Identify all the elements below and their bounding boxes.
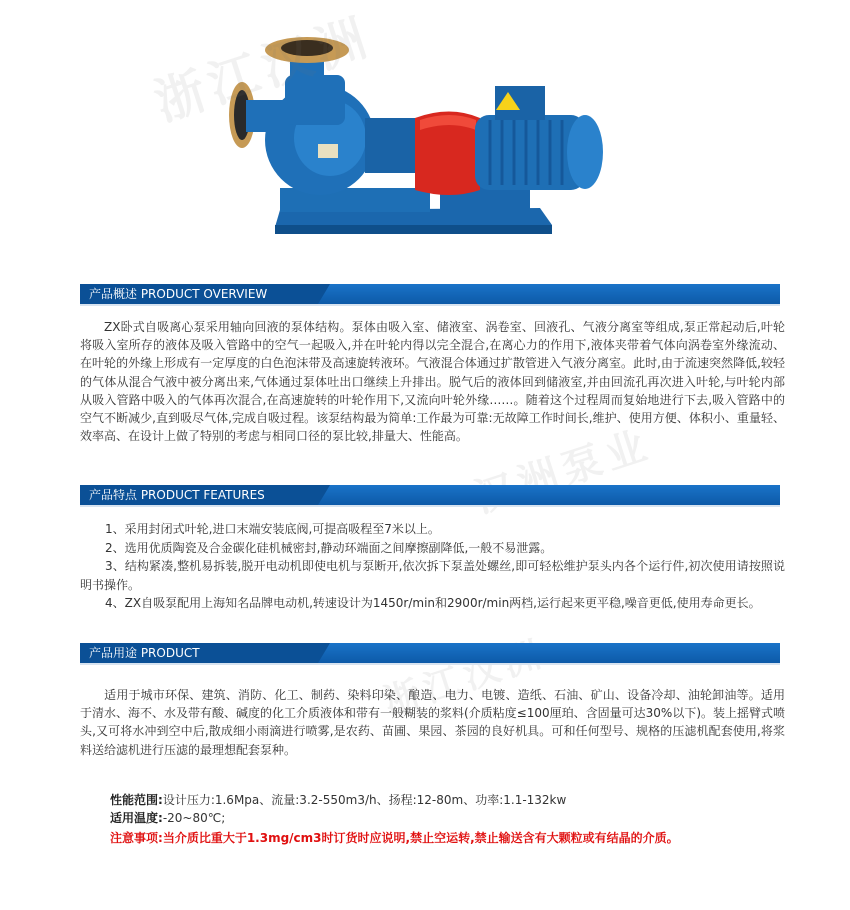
section-header-features: [80, 485, 780, 505]
spec-range-label: 性能范围:: [110, 793, 163, 807]
spec-note-label: 注意事项:: [110, 831, 163, 845]
overview-text: ZX卧式自吸离心泵采用轴向回液的泵体结构。泵体由吸入室、储液室、涡卷室、回液孔、气液分离室等组成,泵正常起动后,叶轮将吸入室所存的液体及吸入管路中的空气一起吸入,并在叶轮内得以完全混合,在离心力的作用下,液体夹带着气体向涡卷室外缘流动、在叶轮的外缘上形成有一定厚度的白色泡沫带及高速旋转液环。气液混合体通过扩散管进入气液分离室。此时,由于流速突然降低,较轻的气体从混合气液中被分离出来,气体通过泵体吐出口继续上升排出。脱气后的液体回到储液室,并由回流孔再次进入叶轮,与叶轮内部从吸入管路中吸入的气体再次混合,在高速旋转的叶轮作用下,又流向叶轮外缘……。随着这个过程周而复始地进行下去,吸入管路中的空气不断减少,直到吸尽气体,完成自吸过程。该泵结构最为简单:工作最为可靠:无故障工作时间长,维护、使用方便、体积小、重量轻、效率高、在设计上做了特别的考虑与相同口径的泵比较,排量大、性能高。: [80, 320, 785, 444]
feature-item: 1、采用封闭式叶轮,进口末端安装底阀,可提高吸程至7米以上。: [105, 522, 440, 536]
spec-note-value: 当介质比重大于1.3mg/cm3时订货时应说明,禁止空运转,禁止输送含有大颗粒或有结晶的介质。: [162, 831, 679, 845]
spec-temp-label: 适用温度:: [110, 811, 163, 825]
section-title-usage: 产品用途 PRODUCT: [80, 643, 318, 663]
watermark-lower: 浙江汉洲: [378, 632, 552, 724]
spec-range: [110, 790, 566, 810]
spec-temperature: [110, 808, 225, 828]
section-header-usage: [80, 643, 780, 663]
spec-temp-value: -20~80℃;: [162, 811, 226, 825]
coupling-guard: [415, 112, 480, 196]
motor: [475, 86, 603, 190]
section-underline: [80, 505, 780, 507]
section-underline: [80, 663, 780, 665]
feature-item: 4、ZX自吸泵配用上海知名品牌电动机,转速设计为1450r/min和2900r/min两档,运行起来更平稳,噪音更低,使用寿命更长。: [105, 596, 761, 610]
section-underline: [80, 304, 780, 306]
usage-text: 适用于城市环保、建筑、消防、化工、制药、染料印染、酿造、电力、电镀、造纸、石油、矿山、设备冷却、油轮卸油等。适用于清水、海不、水及带有酸、碱度的化工介质液体和带有一般糊装的浆料(介质粘度≤100厘珀、含固量可达30%以下)。装上摇臂式喷头,又可将水冲到空中后,散成细小雨滴进行喷雾,是农药、苗圃、果园、茶园的良好机具。可和任何型号、规格的压滤机配套使用,将浆料送给滤机进行压滤的最理想配套泵种。: [80, 688, 785, 757]
usage-paragraph: [80, 686, 785, 759]
feature-item: 3、结构紧凑,整机易拆装,脱开电动机即使电机与泵断开,依次拆下泵盖处螺丝,即可轻松维护泵头内各个运行件,初次使用请按照说明书操作。: [80, 559, 785, 592]
features-list: [80, 520, 785, 613]
section-header-overview: [80, 284, 780, 304]
overview-paragraph: [80, 318, 785, 445]
pump-body: [265, 75, 425, 195]
feature-item: 2、选用优质陶瓷及合金碳化硅机械密封,静动环端面之间摩擦副降低,一般不易泄露。: [105, 540, 553, 555]
watermark-middle: 汉洲泵业: [468, 421, 658, 523]
spec-note: [110, 828, 679, 848]
product-photo: [180, 20, 650, 250]
section-title-features: 产品特点 PRODUCT FEATURES: [80, 485, 318, 505]
watermark-top: 浙江汉洲: [147, 7, 379, 132]
spec-range-value: 设计压力:1.6Mpa、流量:3.2-550m3/h、扬程:12-80m、功率:1.1-132kw: [162, 793, 567, 807]
section-title-overview: 产品概述 PRODUCT OVERVIEW: [80, 284, 318, 304]
